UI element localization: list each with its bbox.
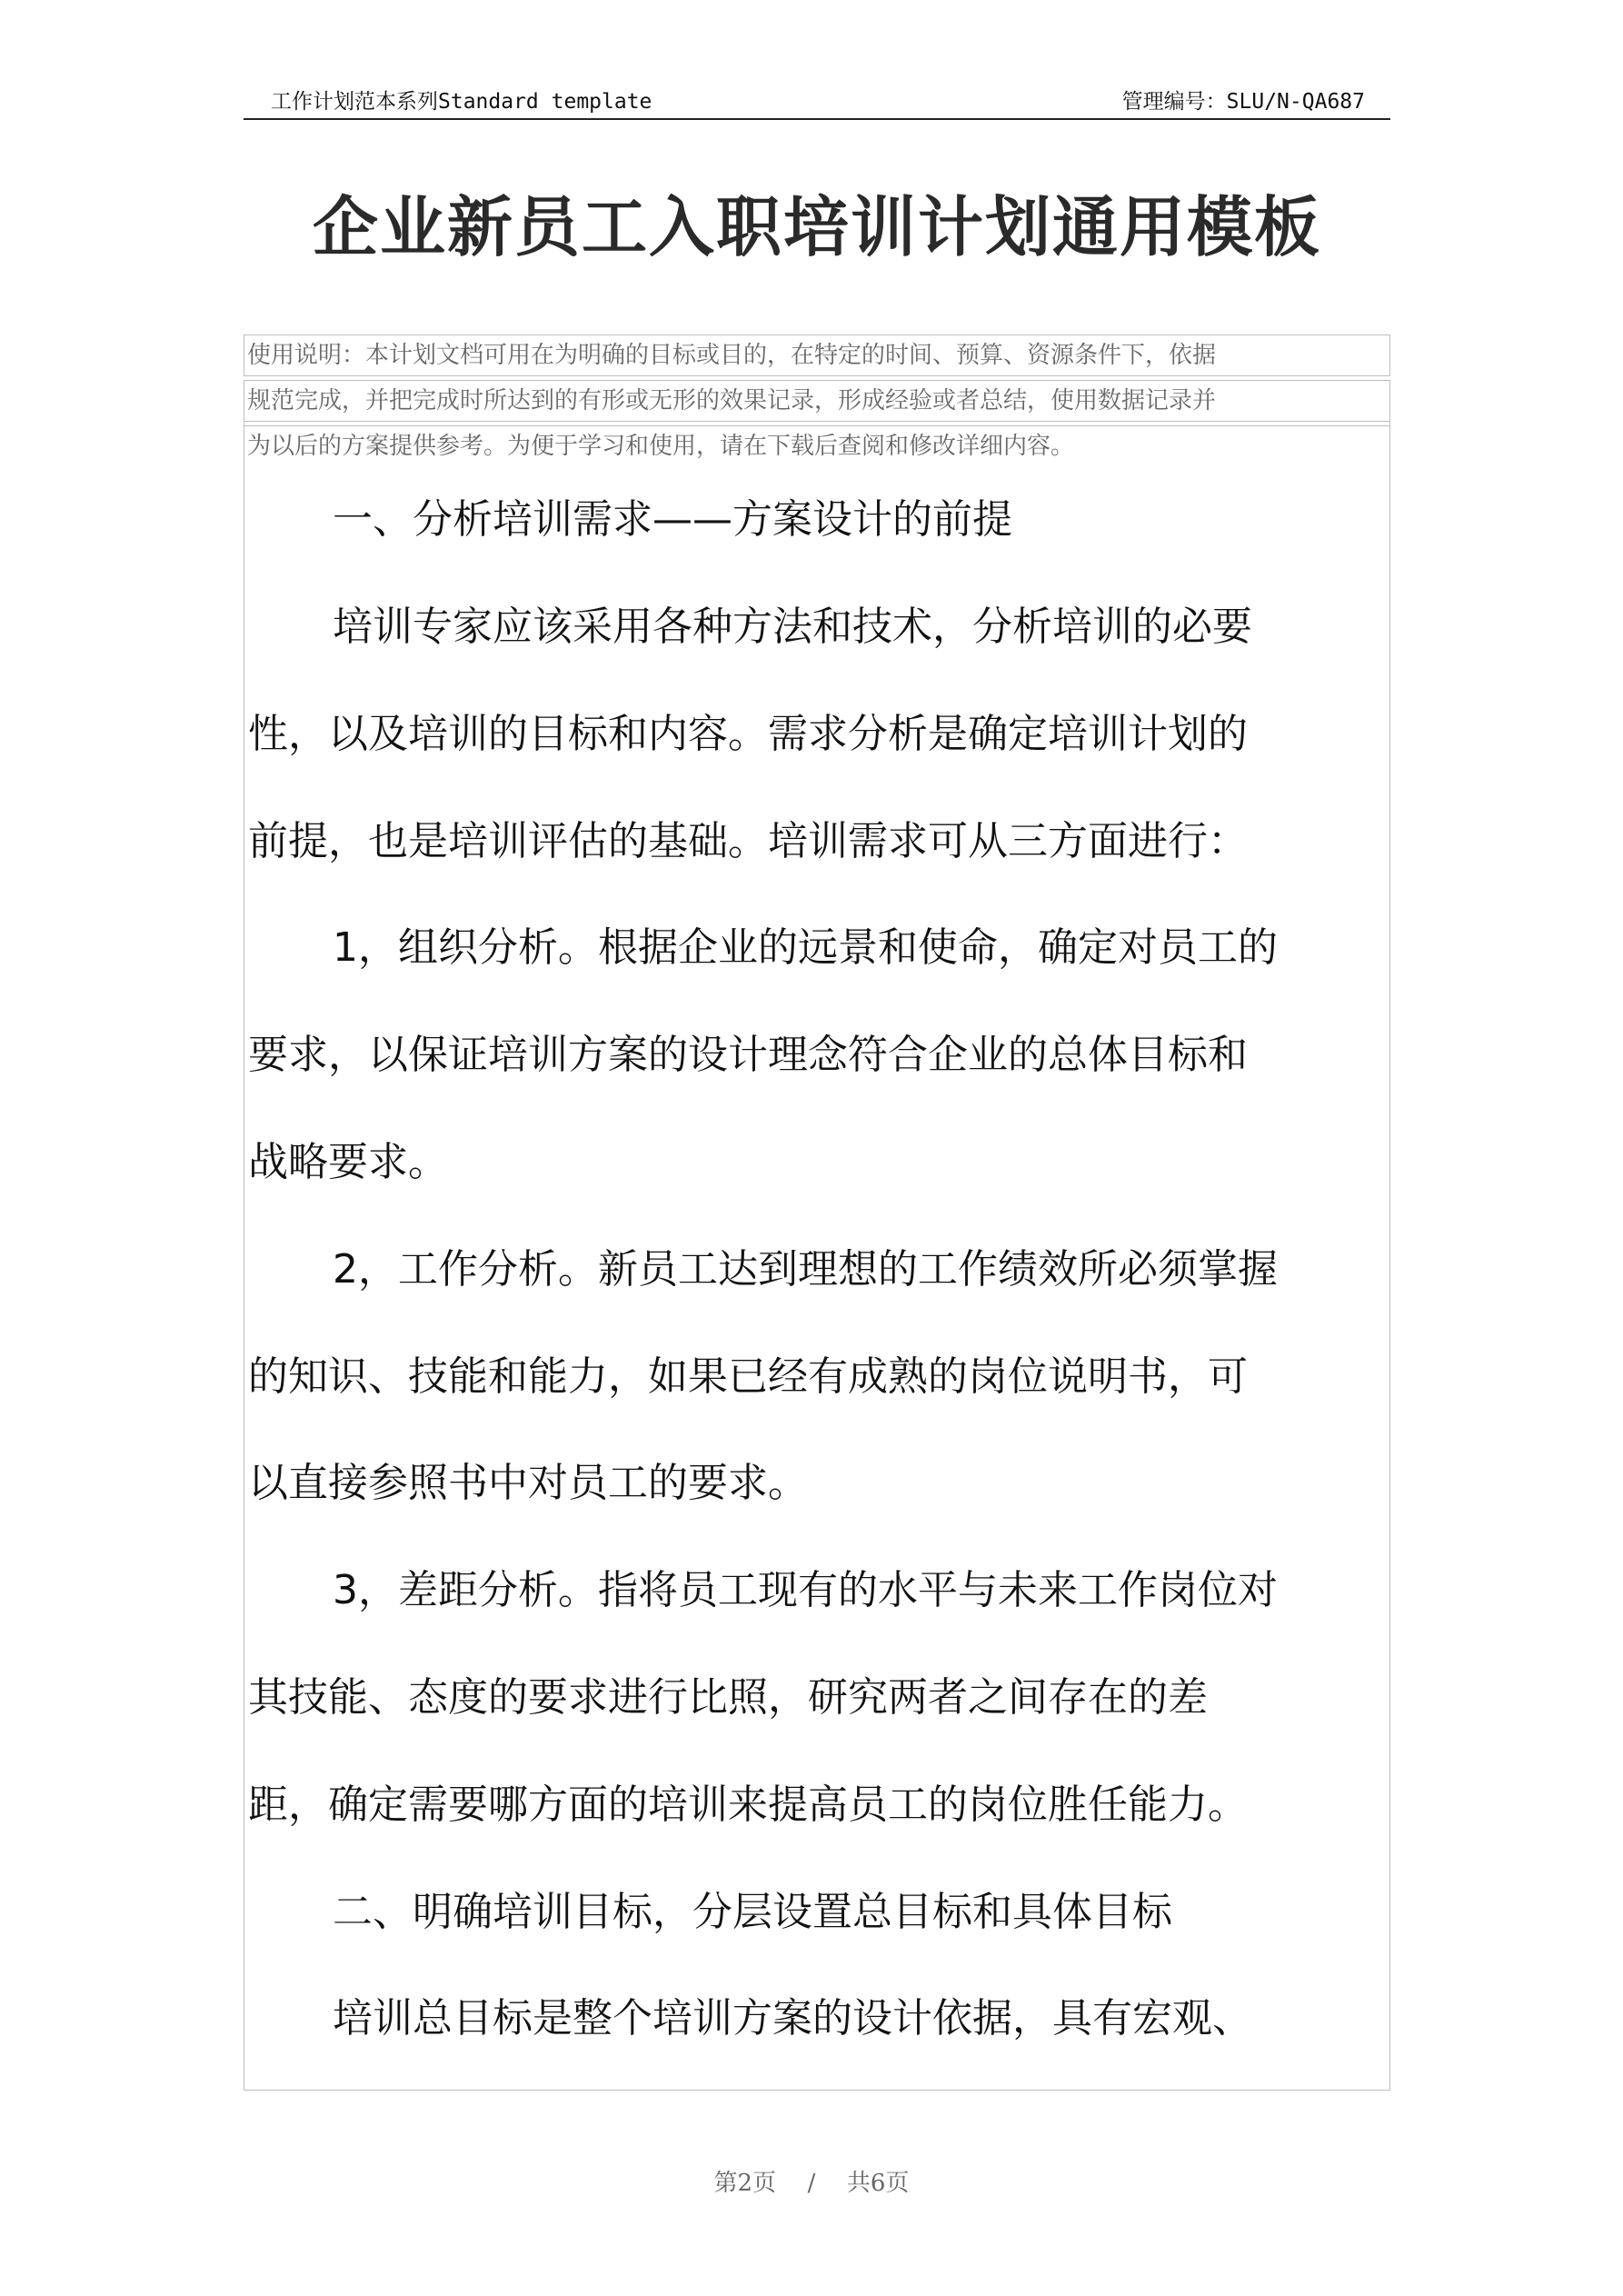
paragraph-line: 培训总目标是整个培训方案的设计依据，具有宏观、: [333, 1995, 1252, 2041]
header-series-label: 工作计划范本系列Standard template: [271, 90, 652, 114]
total-pages: 共6页: [846, 2170, 910, 2197]
section-heading: 二、明确培训目标，分层设置总目标和具体目标: [333, 1889, 1172, 1935]
paragraph-line: 前提，也是培训评估的基础。培训需求可从三方面进行：: [248, 818, 1248, 864]
page-header: [244, 87, 1390, 120]
page-footer: [0, 2165, 1623, 2201]
document-title: 企业新员工入职培训计划通用模板: [312, 189, 1321, 265]
page-number: 第2页: [713, 2170, 777, 2197]
paragraph-line: 要求，以保证培训方案的设计理念符合企业的总体目标和: [248, 1032, 1248, 1078]
paragraph-line: 距，确定需要哪方面的培训来提高员工的岗位胜任能力。: [248, 1782, 1248, 1828]
notice-line: 规范完成，并把完成时所达到的有形或无形的效果记录，形成经验或者总结，使用数据记录并: [244, 380, 1390, 422]
paragraph-line: 其技能、态度的要求进行比照，研究两者之间存在的差: [248, 1674, 1208, 1721]
paragraph-line: 战略要求。: [248, 1139, 448, 1185]
header-document-number: 管理编号：SLU/N-QA687: [1121, 90, 1365, 114]
paragraph-line: 3，差距分析。指将员工现有的水平与未来工作岗位对: [333, 1567, 1278, 1613]
notice-line: 使用说明：本计划文档可用在为明确的目标或目的，在特定的时间、预算、资源条件下，依据: [244, 334, 1390, 376]
paragraph-line: 性，以及培训的目标和内容。需求分析是确定培训计划的: [248, 711, 1248, 757]
section-heading: 一、分析培训需求——方案设计的前提: [333, 496, 1012, 543]
paragraph-line: 的知识、技能和能力，如果已经有成熟的岗位说明书，可: [248, 1353, 1248, 1400]
paragraph-line: 培训专家应该采用各种方法和技术，分析培训的必要: [333, 604, 1252, 650]
paragraph-line: 1，组织分析。根据企业的远景和使命，确定对员工的: [333, 924, 1278, 971]
notice-line: 为以后的方案提供参考。为便于学习和使用，请在下载后查阅和修改详细内容。: [244, 425, 1390, 466]
paragraph-line: 以直接参照书中对员工的要求。: [248, 1460, 808, 1506]
page-separator: /: [807, 2170, 816, 2197]
paragraph-line: 2，工作分析。新员工达到理想的工作绩效所必须掌握: [333, 1246, 1278, 1293]
document-body: [244, 418, 1390, 2091]
